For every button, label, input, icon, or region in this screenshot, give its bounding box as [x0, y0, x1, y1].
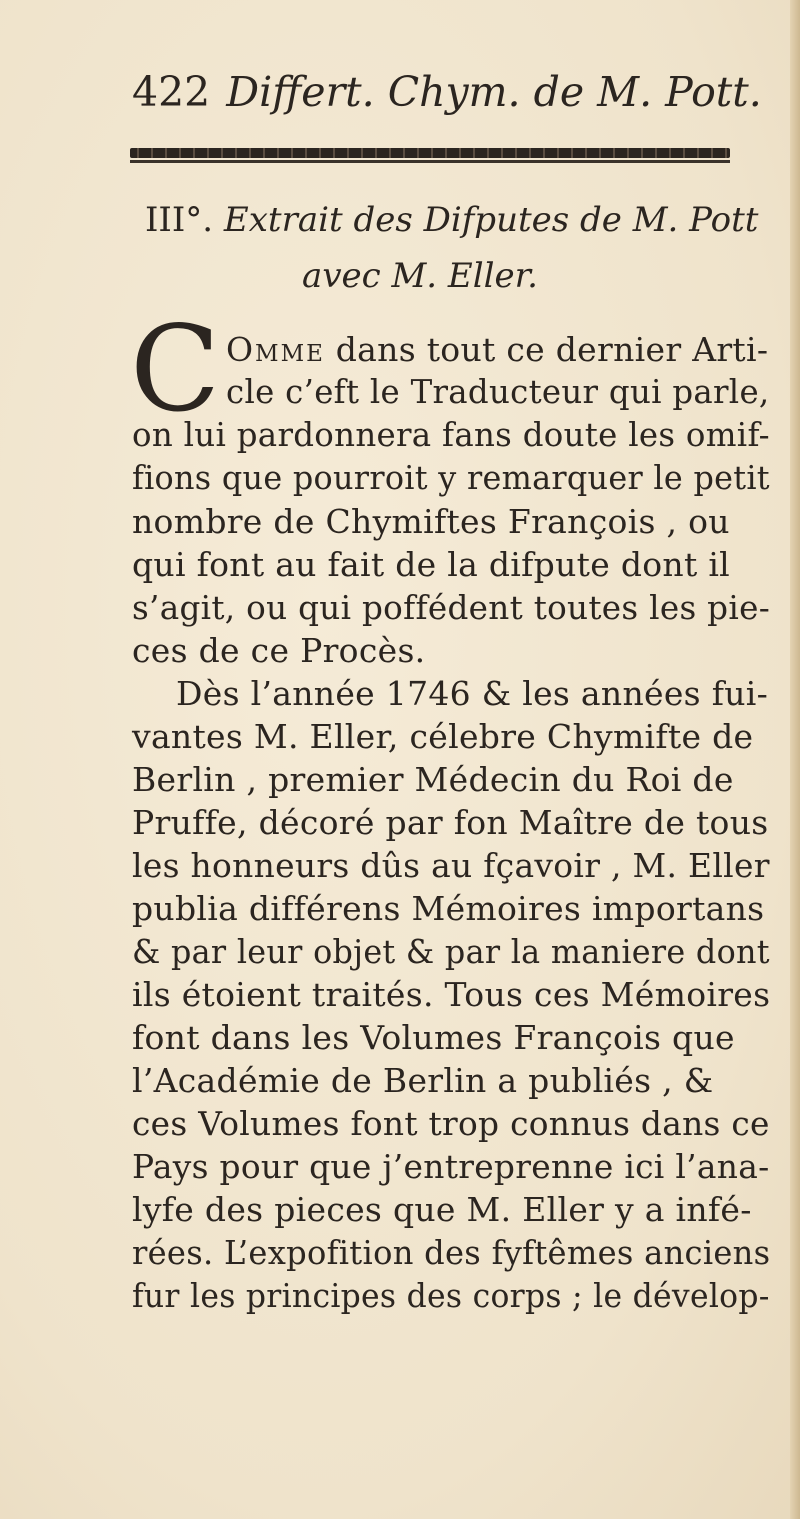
text-line-23: fur les principes des corps ; le dévelop- [132, 1276, 770, 1315]
text-line-14: publia différens Mémoires importans [132, 889, 765, 928]
text-line-7: s’agit, ou qui poffédent toutes les pie- [132, 588, 771, 627]
text-line-4: fions que pourroit y remarquer le petit [132, 458, 770, 497]
text-line-1 [226, 328, 768, 372]
text-line-20: Pays pour que j’entreprenne ici l’ana- [132, 1147, 770, 1186]
section-title-line-2: avec M. Eller. [302, 256, 538, 296]
text-line-8: ces de ce Procès. [132, 631, 426, 670]
text-line-12: Pruffe, décoré par fon Maître de tous [132, 803, 769, 842]
text-line-9: Dès l’année 1746 & les années fui- [176, 674, 769, 713]
text-line-2: cle c’eft le Traducteur qui parle, [226, 372, 770, 411]
text-line-10: vantes M. Eller, célebre Chymifte de [132, 717, 754, 756]
text-line-13: les honneurs dûs au fçavoir , M. Eller [132, 846, 770, 885]
first-word-small-caps: Omme [226, 330, 325, 369]
drop-cap: C [130, 300, 221, 438]
text-line-18: l’Académie de Berlin a publiés , & [132, 1061, 714, 1100]
section-title-line-1 [145, 200, 759, 240]
text-line-15: & par leur objet & par la maniere dont [132, 932, 770, 971]
page-edge [790, 0, 800, 1519]
text-line-1-rest: dans tout ce dernier Arti- [335, 330, 769, 369]
page-number: 422 [132, 68, 211, 116]
header-rule-ornament [130, 148, 730, 158]
text-line-21: lyfe des pieces que M. Eller y a infé- [132, 1190, 752, 1229]
running-title: Differt. Chym. de M. Pott. [226, 68, 762, 116]
text-line-3: on lui pardonnera fans doute les omif- [132, 415, 770, 454]
text-line-16: ils étoient traités. Tous ces Mémoires [132, 975, 771, 1014]
section-title-text: Extrait des Difputes de M. Pott [223, 200, 759, 240]
text-line-6: qui font au fait de la difpute dont il [132, 545, 731, 584]
text-line-5: nombre de Chymiftes François , ou [132, 502, 730, 541]
running-header [132, 68, 762, 116]
header-rule-line [130, 160, 730, 163]
text-line-17: font dans les Volumes François que [132, 1018, 735, 1057]
text-line-11: Berlin , premier Médecin du Roi de [132, 760, 734, 799]
text-line-22: rées. L’expofition des fyftêmes anciens [132, 1233, 771, 1272]
section-numeral: III°. [145, 200, 214, 240]
text-line-19: ces Volumes font trop connus dans ce [132, 1104, 770, 1143]
